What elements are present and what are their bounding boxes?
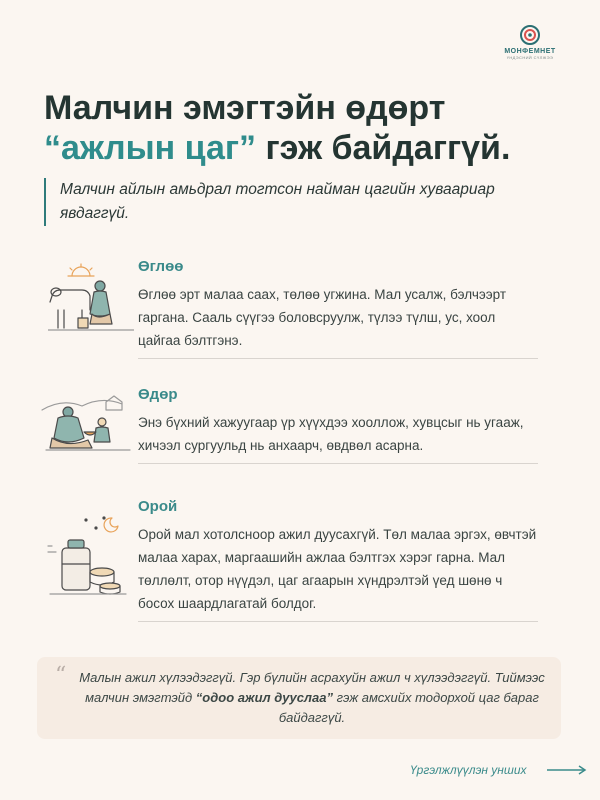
quote-part-2: гэж амсхийх тодорхой цаг бараг байдаггүй.: [278, 690, 539, 725]
section-morning: [138, 258, 538, 359]
section-label: Орой: [138, 498, 178, 515]
logo-name: МОНФЕМНЕТ: [504, 48, 556, 55]
eye-logo-icon: [519, 24, 541, 46]
arrow-right-icon[interactable]: [546, 764, 588, 776]
section-text: Орой мал хотолсноор ажил дуусахгүй. Төл малаа эргэх, өвчтэй малаа харах, маргаашийн ажлаа бэлтгэх хэрэг гарна. Мал төллөлт, отор нүүдэл, цаг агаарын хүндрэлтэй үед шөнө ч босох шаардлагатай болдог.: [138, 523, 538, 622]
section-evening: [138, 498, 538, 622]
title-accent: “ажлын цаг”: [44, 129, 257, 167]
quote-text: [77, 668, 547, 728]
logo-subtitle: ҮНДЭСНИЙ СҮЛЖЭЭ: [506, 55, 554, 60]
page-title: [44, 88, 510, 168]
section-text: Өглөө эрт малаа саах, төлөө угжина. Мал усалж, бэлчээрт гаргана. Сааль сүүгээ боловсруулж, түлээ түлш, ус, хоол цайгаа бэлтгэнэ.: [138, 283, 538, 359]
title-line-1: Малчин эмэгтэйн өдөрт: [44, 89, 446, 127]
quote-mark-icon: “: [55, 663, 67, 688]
milk-cans-icon: [46, 512, 130, 598]
section-text: Энэ бүхний хажуугаар үр хүүхдээ хооллож, хувцсыг нь угааж, хичээл сургуульд нь анхаарч, өвдвөл асарна.: [138, 411, 538, 464]
quote-box: [37, 657, 561, 739]
quote-part-1: Малын ажил хүлээдэггүй. Гэр бүлийн асрахуйн ажил ч хүлээдэггүй. Тиймээс малчин эмэгтэйд: [79, 670, 545, 705]
title-line-2: гэж байдаггүй.: [256, 129, 511, 167]
section-day: [138, 386, 538, 464]
milking-woman-icon: [48, 262, 134, 338]
continue-reading-link[interactable]: Үргэлжлүүлэн унших: [410, 763, 527, 777]
mother-child-icon: [40, 388, 136, 458]
brand-logo: [500, 24, 560, 60]
section-label: Өдөр: [138, 386, 178, 403]
quote-emphasis: “одоо ажил дууслаа”: [195, 690, 333, 705]
section-label: Өглөө: [138, 258, 184, 275]
intro-quote: Малчин айлын амьдрал тогтсон найман цагийн хуваариар явдаггүй.: [44, 178, 500, 226]
